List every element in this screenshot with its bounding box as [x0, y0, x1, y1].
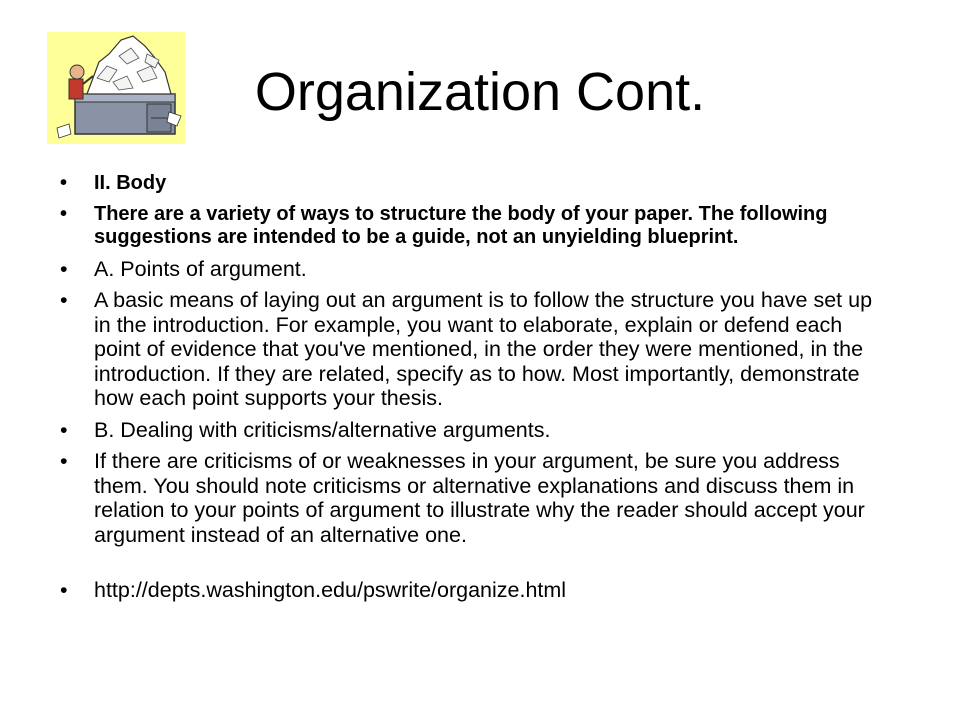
- source-link[interactable]: http://depts.washington.edu/pswrite/organize.html: [94, 578, 567, 602]
- bullet-item: [60, 418, 880, 443]
- bullet-marker: •: [60, 417, 68, 442]
- bullet-text: A basic means of laying out an argument is to follow the structure you have set up in the introduction. For example, you want to elaborate, explain or defend each point of evidence that you've mentioned, in the order they were mentioned, in the introduction. If they are related, specify as to how. Most importantly, demonstrate how each point supports your thesis.: [94, 288, 873, 410]
- bullet-item: [60, 578, 880, 603]
- bullet-item: [60, 257, 880, 282]
- bullet-item: [60, 288, 880, 411]
- bullet-text: A. Points of argument.: [94, 256, 307, 281]
- bullet-text: B. Dealing with criticisms/alternative arguments.: [94, 417, 551, 442]
- bullet-marker: •: [60, 202, 68, 225]
- bullet-item: [60, 449, 880, 547]
- paper-pile-desk-icon: [47, 32, 185, 144]
- bullet-text: II. Body: [94, 172, 167, 194]
- bullet-marker: •: [60, 288, 68, 312]
- slide-title: Organization Cont.: [254, 62, 706, 122]
- bullet-marker: •: [60, 172, 68, 194]
- bullet-text: There are a variety of ways to structure the body of your paper. The following suggestions are intended to be a guide, not an unyielding blueprint.: [94, 202, 828, 248]
- bullet-marker: •: [60, 578, 68, 602]
- paper-pile-desk-illustration: [47, 32, 185, 144]
- bullet-text: If there are criticisms of or weaknesses in your argument, be sure you address them. You should note criticisms or alternative explanations and discuss them in relation to your points of argument to illustrate why the reader should accept your argument instead of an alternative one.: [94, 449, 865, 547]
- bullet-marker: •: [60, 449, 68, 473]
- bullet-marker: •: [60, 256, 68, 281]
- bullet-item: [60, 203, 880, 250]
- bullet-item: [60, 172, 880, 196]
- bullet-list: [60, 172, 880, 610]
